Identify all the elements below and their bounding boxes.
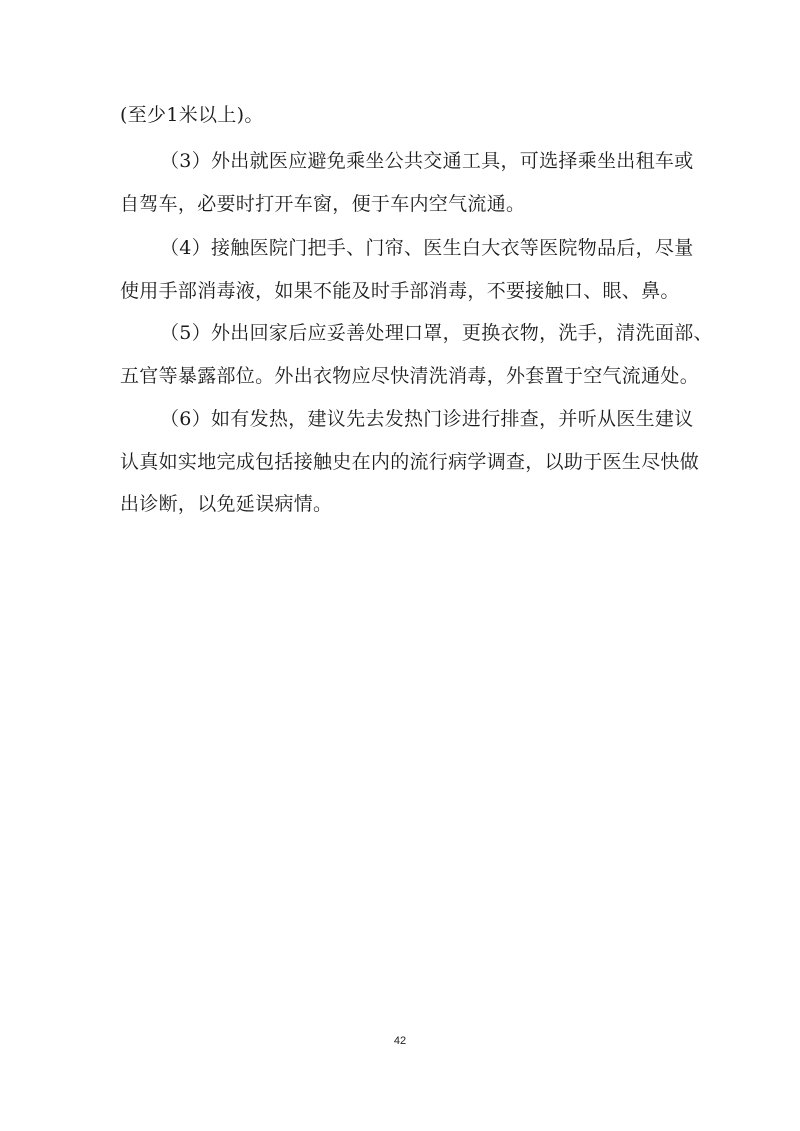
paragraph-5-line: 五官等暴露部位。外出衣物应尽快清洗消毒，外套置于空气流通处。 (120, 365, 700, 387)
paragraph-5-line: （5）外出回家后应妥善处理口罩，更换衣物，洗手，清洗面部、 (160, 322, 713, 344)
page-number: 42 (393, 1035, 407, 1047)
paragraph-6-line: （6）如有发热，建议先去发热门诊进行排查，并听从医生建议 (160, 408, 694, 430)
paragraph-3-line: （3）外出就医应避免乘坐公共交通工具，可选择乘坐出租车或 (160, 150, 694, 172)
paragraph-4-line: （4）接触医院门把手、门帘、医生白大衣等医院物品后，尽量 (160, 237, 694, 259)
paragraph-6-line: 出诊断，以免延误病情。 (120, 493, 333, 515)
paragraph-3-line: 自驾车，必要时打开车窗，便于车内空气流通。 (120, 193, 526, 215)
text-line: (至少1米以上)。 (120, 104, 264, 126)
paragraph-4-line: 使用手部消毒液，如果不能及时手部消毒，不要接触口、眼、鼻。 (120, 280, 680, 302)
paragraph-6-line: 认真如实地完成包括接触史在内的流行病学调查，以助于医生尽快做 (120, 451, 700, 473)
